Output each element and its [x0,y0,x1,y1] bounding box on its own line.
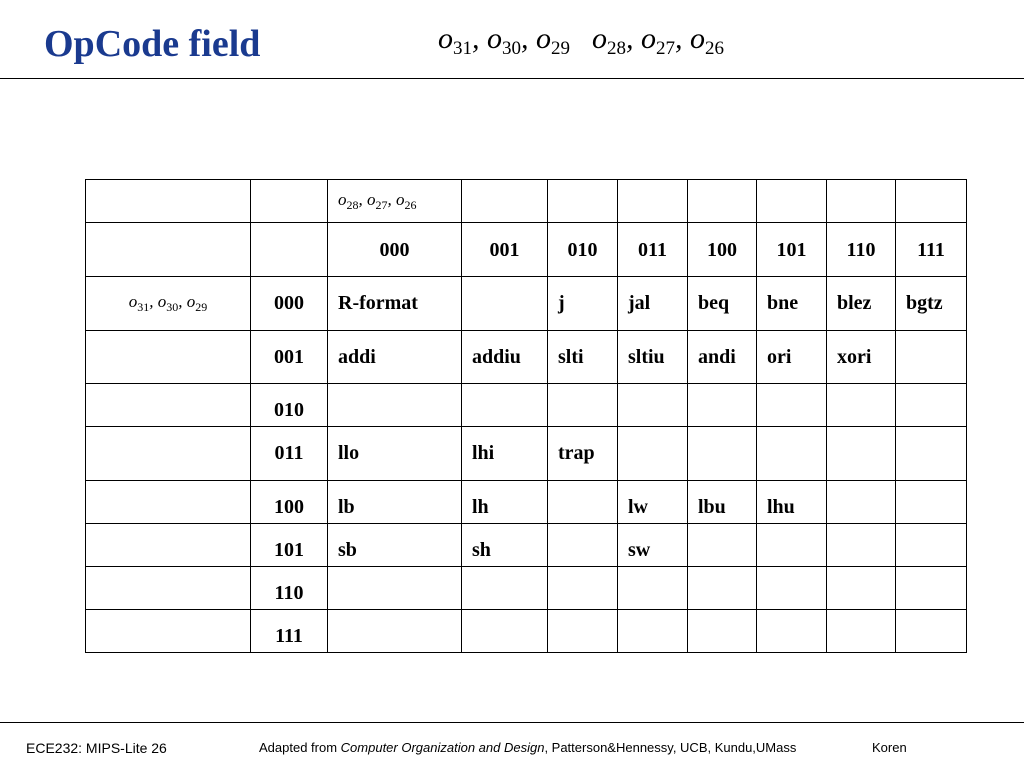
instruction-cell: sw [618,524,688,567]
column-header: 111 [896,223,967,277]
table-row [86,427,967,481]
instruction-cell: llo [328,427,462,481]
table-row [86,384,967,427]
empty-cell [618,384,688,427]
row-code: 000 [251,277,328,331]
instruction-cell: blez [827,277,896,331]
empty-cell [462,567,548,610]
empty-cell [896,331,967,384]
empty-cell [328,610,462,653]
empty-cell [827,384,896,427]
empty-cell [328,384,462,427]
empty-cell [896,610,967,653]
instruction-cell: xori [827,331,896,384]
table-row [86,524,967,567]
corner-cell [86,223,251,277]
instruction-cell: andi [688,331,757,384]
empty-cell [548,524,618,567]
column-group-label-cell [328,180,462,223]
empty-cell [757,567,827,610]
instruction-cell: j [548,277,618,331]
instruction-cell: lhu [757,481,827,524]
column-group-row [86,180,967,223]
table-row [86,567,967,610]
footer-divider [0,722,1024,723]
row-code: 111 [251,610,328,653]
corner-cell [86,180,251,223]
slide-title: OpCode field [44,23,261,65]
table-row [86,610,967,653]
empty-cell [896,524,967,567]
corner-cell [251,223,328,277]
empty-cell [896,427,967,481]
empty-cell [548,567,618,610]
empty-cell [757,427,827,481]
empty-cell [688,524,757,567]
instruction-cell: jal [618,277,688,331]
empty-cell [757,610,827,653]
empty-cell [618,567,688,610]
empty-cell [688,610,757,653]
column-header: 101 [757,223,827,277]
column-header: 011 [618,223,688,277]
instruction-cell: lbu [688,481,757,524]
column-header: 000 [328,223,462,277]
instruction-cell: bne [757,277,827,331]
column-header: 110 [827,223,896,277]
empty-cell [896,567,967,610]
corner-cell [251,180,328,223]
empty-cell [827,567,896,610]
footer-course-label: ECE232: MIPS-Lite 26 [26,740,167,756]
footer-author: Koren [872,740,907,755]
column-group-label: $o_{28}$, $o_{27}$, $o_{26}$ [338,190,417,212]
empty-cell [757,384,827,427]
empty-cell [86,384,251,427]
low-bits-notation: $o_{28}$, $o_{27}$, $o_{26}$ [592,22,724,59]
empty-cell [328,567,462,610]
empty-cell [462,277,548,331]
row-code: 110 [251,567,328,610]
empty-cell [896,384,967,427]
empty-cell [548,384,618,427]
instruction-cell: beq [688,277,757,331]
empty-cell [462,384,548,427]
row-code: 101 [251,524,328,567]
empty-cell [86,427,251,481]
empty-cell [757,524,827,567]
opcode-table [85,179,967,653]
column-header: 001 [462,223,548,277]
empty-cell [86,481,251,524]
header-bit-notation [438,22,724,60]
instruction-cell: lhi [462,427,548,481]
empty-cell [827,481,896,524]
row-code: 001 [251,331,328,384]
empty-cell [688,384,757,427]
empty-cell [827,524,896,567]
empty-cell [86,331,251,384]
instruction-cell: slti [548,331,618,384]
instruction-cell: sh [462,524,548,567]
empty-cell [827,427,896,481]
footer-attribution: Adapted from Computer Organization and Design, Patterson&Hennessy, UCB, Kundu,UMass [259,740,797,755]
table-row [86,331,967,384]
empty-cell [86,524,251,567]
row-group-label-cell [86,277,251,331]
empty-cell [86,610,251,653]
instruction-cell: addiu [462,331,548,384]
instruction-cell: addi [328,331,462,384]
table-row [86,481,967,524]
table-row [86,277,967,331]
empty-cell [462,610,548,653]
empty-cell [688,427,757,481]
column-header: 100 [688,223,757,277]
title-divider [0,78,1024,79]
column-header-row [86,223,967,277]
instruction-cell: lh [462,481,548,524]
instruction-cell: sb [328,524,462,567]
instruction-cell: R-format [328,277,462,331]
empty-cell [896,481,967,524]
column-header: 010 [548,223,618,277]
instruction-cell: trap [548,427,618,481]
empty-cell [827,610,896,653]
empty-cell [86,567,251,610]
high-bits-notation: $o_{31}$, $o_{30}$, $o_{29}$ [438,22,570,59]
row-code: 011 [251,427,328,481]
row-code: 100 [251,481,328,524]
empty-cell [618,610,688,653]
instruction-cell: sltiu [618,331,688,384]
instruction-cell: bgtz [896,277,967,331]
empty-cell [548,481,618,524]
instruction-cell: lb [328,481,462,524]
row-group-label: $o_{31}$, $o_{30}$, $o_{29}$ [128,292,208,314]
empty-cell [688,567,757,610]
row-code: 010 [251,384,328,427]
instruction-cell: ori [757,331,827,384]
empty-cell [618,427,688,481]
instruction-cell: lw [618,481,688,524]
empty-cell [548,610,618,653]
